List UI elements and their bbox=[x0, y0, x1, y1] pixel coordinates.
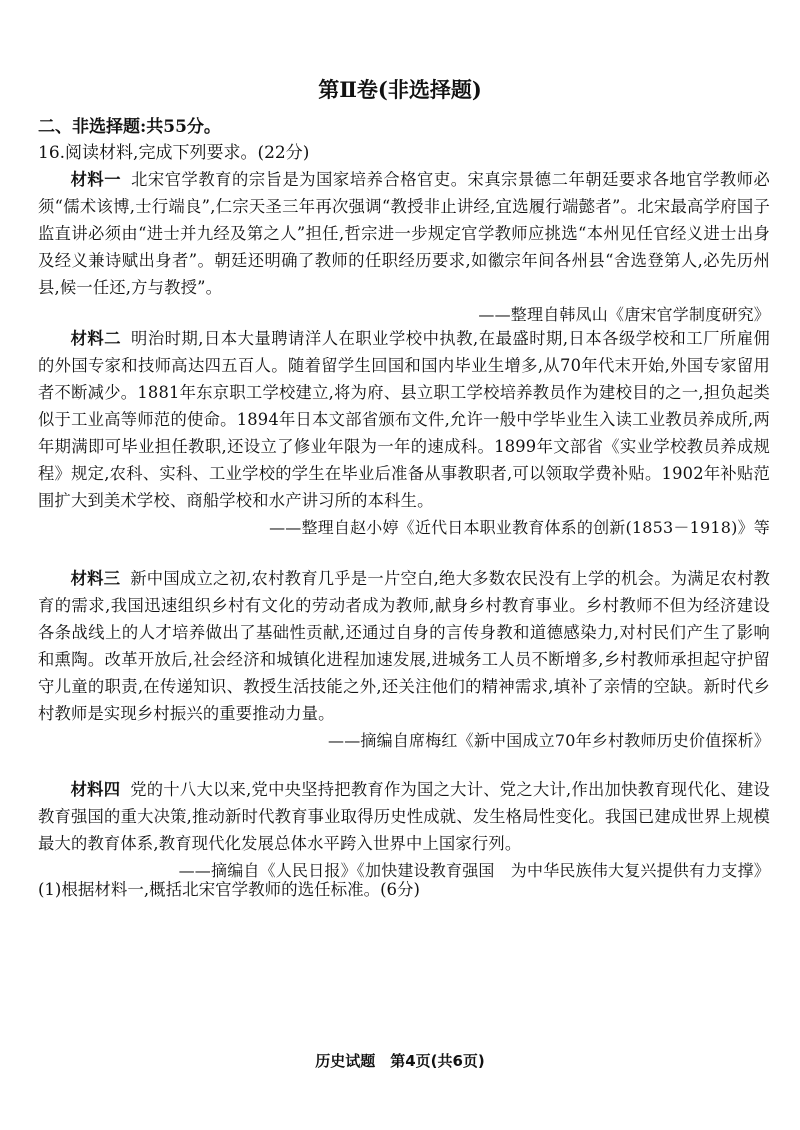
material-4-label: 材料四 bbox=[70, 780, 121, 799]
material-2-source: ——整理自赵小婷《近代日本职业教育体系的创新(1853－1918)》等 bbox=[269, 518, 770, 537]
material-4 bbox=[38, 776, 770, 884]
material-2 bbox=[38, 325, 770, 541]
sub-question-1: (1)根据材料一,概括北宋官学教师的选任标准。(6分) bbox=[38, 880, 420, 899]
material-3-paragraph bbox=[38, 565, 770, 727]
material-1-label: 材料一 bbox=[70, 170, 122, 189]
material-4-source: ——摘编自《人民日报》《加快建设教育强国 为中华民族伟大复兴提供有力支撑》 bbox=[178, 861, 770, 880]
material-1-text: 北宋官学教育的宗旨是为国家培养合格官吏。宋真宗景德二年朝廷要求各地官学教师必须“儒术该博,士行端良”,仁宗天圣三年再次强调“教授非止讲经,宜选履行端懿者”。北宋最高学府国子监直讲必须由“进士并九经及第之人”担任,哲宗进一步规定官学教师应挑选“本州见任官经义进士出身及经义兼诗赋出身者”。朝廷还明确了教师的任职经历要求,如徽宗年间各州县“舍选登第人,必先历州县,候一任还,方与教授”。 bbox=[38, 170, 770, 297]
material-3 bbox=[38, 565, 770, 754]
section-heading: 二、非选择题:共55分。 bbox=[38, 117, 221, 137]
material-3-source: ——摘编自席梅红《新中国成立70年乡村教师历史价值探析》 bbox=[328, 731, 770, 750]
material-1-source: ——整理自韩凤山《唐宋官学制度研究》 bbox=[478, 305, 770, 324]
material-3-label: 材料三 bbox=[70, 569, 121, 588]
material-4-paragraph bbox=[38, 776, 770, 857]
material-1 bbox=[38, 166, 770, 328]
material-2-paragraph bbox=[38, 325, 770, 514]
page-title: 第Ⅱ卷(非选择题) bbox=[318, 77, 482, 102]
question-heading: 16.阅读材料,完成下列要求。(22分) bbox=[38, 143, 310, 163]
material-2-text: 明治时期,日本大量聘请洋人在职业学校中执教,在最盛时期,日本各级学校和工厂所雇佣的外国专家和技师高达四五百人。随着留学生回国和国内毕业生增多,从70年代末开始,外国专家留用者不断减少。1881年东京职工学校建立,将为府、县立职工学校培养教员作为建校目的之一,担负起类似于工业高等师范的使命。1894年日本文部省颁布文件,允许一般中学毕业生入读工业教员养成所,两年期满即可毕业担任教职,还设立了修业年限为一年的速成科。1899年文部省《实业学校教员养成规程》规定,农科、实科、工业学校的学生在毕业后准备从事教职者,可以领取学费补贴。1902年补贴范围扩大到美术学校、商船学校和水产讲习所的本科生。 bbox=[38, 329, 770, 510]
material-4-text: 党的十八大以来,党中央坚持把教育作为国之大计、党之大计,作出加快教育现代化、建设教育强国的重大决策,推动新时代教育事业取得历史性成就、发生格局性变化。我国已建成世界上规模最大的教育体系,教育现代化发展总体水平跨入世界中上国家行列。 bbox=[38, 780, 770, 853]
page-footer: 历史试题 第4页(共6页) bbox=[315, 1052, 485, 1070]
material-3-text: 新中国成立之初,农村教育几乎是一片空白,绝大多数农民没有上学的机会。为满足农村教育的需求,我国迅速组织乡村有文化的劳动者成为教师,献身乡村教育事业。乡村教师不但为经济建设各条战线上的人才培养做出了基础性贡献,还通过自身的言传身教和道德感染力,对村民们产生了影响和熏陶。改革开放后,社会经济和城镇化进程加速发展,进城务工人员不断增多,乡村教师承担起守护留守儿童的职责,在传递知识、教授生活技能之外,还关注他们的精神需求,填补了亲情的空缺。新时代乡村教师是实现乡村振兴的重要推动力量。 bbox=[38, 569, 770, 723]
material-2-label: 材料二 bbox=[70, 329, 122, 348]
material-1-paragraph bbox=[38, 166, 770, 301]
